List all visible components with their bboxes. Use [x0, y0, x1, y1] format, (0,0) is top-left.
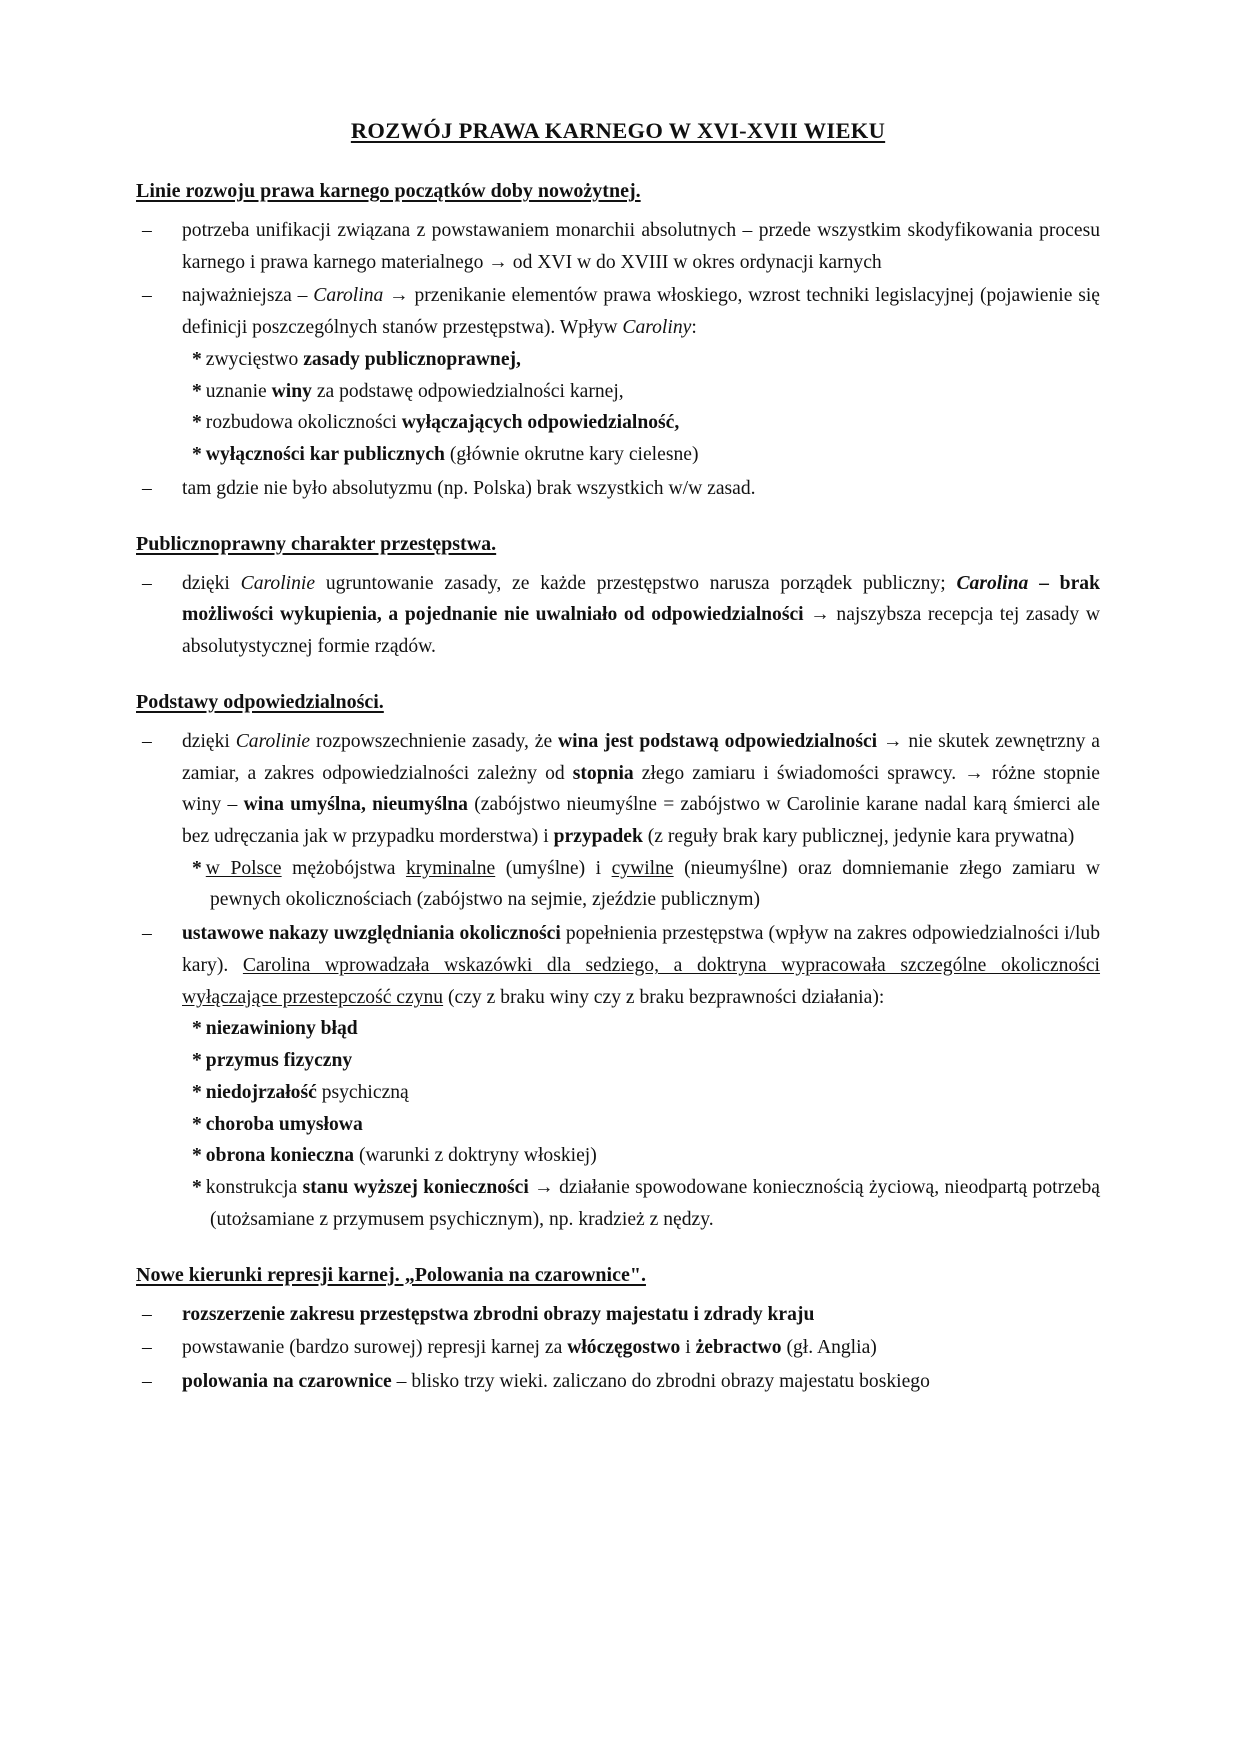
- list-item: [136, 215, 1100, 278]
- star-bullet-marker: *: [192, 348, 202, 370]
- text-run: powstawanie (bardzo surowej) represji karnej za: [182, 1337, 568, 1359]
- text-run: (głównie okrutne kary cielesne): [444, 444, 699, 466]
- star-list-item: [182, 1045, 1100, 1077]
- star-sublist: [182, 344, 1100, 471]
- dash-bullet-marker: –: [142, 1303, 152, 1325]
- bold-run: ustawowe nakazy uwzględniania okoliczności: [182, 923, 561, 945]
- bold-run: – brak możliwości wykupienia, a pojednanie nie uwalniało od odpowiedzialności: [182, 572, 1100, 626]
- star-list-item: [182, 407, 1100, 439]
- bold-run: winy: [271, 380, 312, 402]
- star-list-item-text: [206, 381, 624, 402]
- section-heading: [136, 1262, 1100, 1288]
- section-nowe-kierunki-represji: [136, 1262, 1100, 1398]
- star-list-item: [182, 853, 1100, 916]
- underlined-run: Carolina wprowadzała wskazówki dla sedziego, a doktryna wypracowała szczególne okoliczności wyłączające przestepczość czynu: [182, 954, 1101, 1008]
- star-bullet-marker: *: [192, 1018, 202, 1040]
- bold-italic-run: Carolina: [956, 572, 1029, 594]
- list-item: [136, 1299, 1100, 1331]
- text-run: (nieumyślne) oraz domniemanie złego zamiaru w pewnych okolicznościach (zabójstwo na sejmie, zjeździe publicznym): [210, 857, 1100, 911]
- section-heading-text: Publicznoprawny charakter przestępstwa.: [136, 532, 497, 555]
- dash-bullet-marker: –: [142, 572, 152, 594]
- list-item: [136, 726, 1100, 916]
- bold-run: żebractwo: [695, 1337, 782, 1359]
- text-run: i: [680, 1337, 696, 1359]
- star-list-item-text: [206, 1145, 597, 1166]
- text-run: potrzeba unifikacji związana z powstawaniem monarchii absolutnych – przede wszystkim skodyfikowania procesu karnego i prawa karnego materialnego: [182, 220, 1100, 273]
- list-item: [136, 473, 1100, 505]
- star-bullet-marker: *: [192, 1081, 202, 1103]
- list-item-text: [182, 731, 1100, 847]
- star-list-item-text: [206, 858, 1100, 911]
- list-item-text: [182, 1337, 877, 1358]
- star-list-item-text: [206, 1018, 358, 1039]
- star-bullet-marker: *: [192, 1113, 202, 1135]
- text-run: – blisko trzy wieki. zaliczano do zbrodni obrazy majestatu boskiego: [391, 1371, 930, 1393]
- bold-run: włóczęgostwo: [567, 1337, 681, 1359]
- star-list-item: [182, 439, 1100, 471]
- star-sublist: [182, 853, 1100, 916]
- section-heading-text: Nowe kierunki represji karnej. „Polowania na czarownice".: [136, 1263, 646, 1286]
- star-bullet-marker: *: [192, 857, 202, 879]
- star-list-item: [182, 376, 1100, 408]
- dash-list: [136, 215, 1100, 505]
- text-run: ugruntowanie zasady, ze każde przestępstwo narusza porządek publiczny;: [315, 572, 957, 594]
- star-list-item-text: [206, 349, 521, 370]
- star-list-item: [182, 1109, 1100, 1141]
- list-item: [136, 1366, 1100, 1398]
- text-run: (gł. Anglia): [781, 1337, 877, 1359]
- dash-list: [136, 568, 1100, 663]
- bold-run: rozszerzenie zakresu przestępstwa zbrodni obrazy majestatu i zdrady kraju: [182, 1303, 815, 1325]
- section-podstawy-odpowiedzialnosci: [136, 689, 1100, 1236]
- text-run: najważniejsza –: [182, 285, 314, 307]
- bold-run: obrona konieczna: [205, 1145, 355, 1167]
- text-run: (czy z braku winy czy z braku bezprawności działania):: [443, 986, 885, 1008]
- bold-run: polowania na czarownice: [182, 1371, 392, 1393]
- bold-run: przypadek: [553, 826, 643, 848]
- list-item-text: [182, 1304, 814, 1325]
- star-list-item-text: [206, 1114, 363, 1135]
- bold-run: choroba umysłowa: [205, 1113, 363, 1135]
- text-run: dzięki: [182, 730, 236, 752]
- text-run: konstrukcja: [205, 1177, 303, 1199]
- list-item-text: [182, 1371, 930, 1392]
- dash-bullet-marker: –: [142, 477, 152, 499]
- section-linie-rozwoju: [136, 178, 1100, 505]
- dash-bullet-marker: –: [142, 923, 152, 945]
- star-bullet-marker: *: [192, 444, 202, 466]
- list-item: [136, 568, 1100, 663]
- text-run: (umyślne) i: [495, 857, 612, 879]
- list-item: [136, 280, 1100, 470]
- dash-bullet-marker: –: [142, 730, 152, 752]
- section-publicznoprawny-charakter: [136, 531, 1100, 663]
- italic-run: Carolinie: [240, 572, 316, 594]
- document-body: [136, 178, 1100, 1398]
- text-run: :: [691, 317, 697, 339]
- star-list-item: [182, 1077, 1100, 1109]
- list-item-text: [182, 478, 756, 499]
- dash-bullet-marker: –: [142, 220, 152, 241]
- dash-bullet-marker: –: [142, 1337, 152, 1359]
- text-run: za podstawę odpowiedzialności karnej,: [311, 380, 624, 402]
- text-run: → najszybsza recepcja tej zasady w absolutystycznej formie rządów.: [182, 604, 1100, 658]
- section-heading: [136, 178, 1100, 204]
- section-heading-text: Podstawy odpowiedzialności.: [136, 690, 384, 713]
- list-item-text: [182, 923, 1100, 1007]
- list-item: [136, 1332, 1100, 1364]
- text-run: tam gdzie nie było absolutyzmu (np. Polska) brak wszystkich w/w zasad.: [182, 477, 756, 499]
- text-run: (z reguły brak kary publicznej, jedynie kara prywatna): [642, 826, 1075, 848]
- text-run: → przenikanie elementów prawa włoskiego, wzrost techniki legislacyjnej (pojawienie się definicji poszczególnych stanów przestępstwa). Wpływ: [182, 285, 1100, 339]
- section-heading: [136, 531, 1100, 557]
- text-run: zwycięstwo: [205, 348, 304, 370]
- star-list-item: [182, 344, 1100, 376]
- underlined-run: cywilne: [611, 857, 674, 879]
- star-bullet-marker: *: [192, 380, 202, 402]
- bold-run: niezawiniony błąd: [205, 1018, 358, 1040]
- text-run: mężobójstwa: [281, 857, 406, 879]
- text-run: złego zamiaru i świadomości sprawcy. → różne stopnie winy –: [182, 762, 1100, 816]
- list-item-text: [182, 573, 1100, 657]
- list-item-text: [182, 220, 1100, 273]
- bold-run: przymus fizyczny: [205, 1050, 353, 1072]
- italic-run: Caroliny: [622, 317, 692, 339]
- text-run: → nie skutek zewnętrzny a zamiar, a zakres odpowiedzialności zależny od: [182, 730, 1101, 784]
- star-bullet-marker: *: [192, 412, 202, 434]
- star-bullet-marker: *: [192, 1050, 202, 1072]
- page-title: [136, 118, 1100, 144]
- text-run: popełnienia przestępstwa (wpływ na zakres odpowiedzialności i/lub kary).: [182, 923, 1100, 976]
- star-bullet-marker: *: [192, 1177, 202, 1199]
- text-run: rozpowszechnienie zasady, że: [310, 730, 558, 752]
- bold-run: wyłączających odpowiedzialność,: [401, 412, 680, 434]
- bold-run: stopnia: [572, 762, 634, 784]
- bold-run: wyłączności kar publicznych: [205, 444, 445, 466]
- star-list-item: [182, 1140, 1100, 1172]
- list-item-text: [182, 285, 1100, 338]
- text-run: →: [488, 251, 508, 273]
- page-title-text: ROZWÓJ PRAWA KARNEGO W XVI-XVII WIEKU: [350, 118, 886, 143]
- bold-run: wina umyślna, nieumyślna: [243, 794, 468, 816]
- bold-run: stanu wyższej konieczności: [302, 1177, 529, 1199]
- bold-run: zasady publicznoprawnej,: [303, 348, 521, 370]
- star-list-item-text: [206, 1050, 352, 1071]
- star-list-item-text: [206, 1177, 1100, 1230]
- text-run: uznanie: [205, 380, 272, 402]
- text-run: rozbudowa okoliczności: [205, 412, 402, 434]
- list-item: [136, 918, 1100, 1235]
- dash-bullet-marker: –: [142, 285, 152, 307]
- underlined-run: w Polsce: [205, 857, 282, 879]
- text-run: (zabójstwo nieumyślne = zabójstwo w Carolinie karane nadal karą śmierci ale bez udręczania jak w przypadku morderstwa) i: [182, 794, 1101, 848]
- star-list-item: [182, 1172, 1100, 1235]
- text-run: od XVI w do XVIII w okres ordynacji karnych: [507, 251, 882, 273]
- star-sublist: [182, 1013, 1100, 1235]
- text-run: psychiczną: [316, 1081, 409, 1103]
- bold-run: wina jest podstawą odpowiedzialności: [557, 730, 878, 752]
- star-list-item-text: [206, 444, 699, 465]
- section-heading: [136, 689, 1100, 715]
- text-run: → działanie spowodowane koniecznością życiową, nieodpartą potrzebą (utożsamiane z przymusem psychicznym), np. kradzież z nędzy.: [210, 1177, 1100, 1230]
- text-run: dzięki: [182, 572, 241, 594]
- text-run: (warunki z doktryny włoskiej): [354, 1145, 597, 1167]
- dash-list: [136, 726, 1100, 1236]
- italic-run: Carolinie: [235, 730, 311, 752]
- section-heading-text: Linie rozwoju prawa karnego początków doby nowożytnej.: [136, 180, 641, 202]
- dash-bullet-marker: –: [142, 1371, 152, 1393]
- star-list-item-text: [206, 1082, 409, 1103]
- italic-run: Carolina: [313, 285, 384, 307]
- dash-list: [136, 1299, 1100, 1398]
- star-list-item-text: [206, 412, 679, 433]
- star-list-item: [182, 1013, 1100, 1045]
- underlined-run: kryminalne: [405, 857, 496, 879]
- bold-run: niedojrzałość: [205, 1081, 317, 1103]
- star-bullet-marker: *: [192, 1145, 202, 1167]
